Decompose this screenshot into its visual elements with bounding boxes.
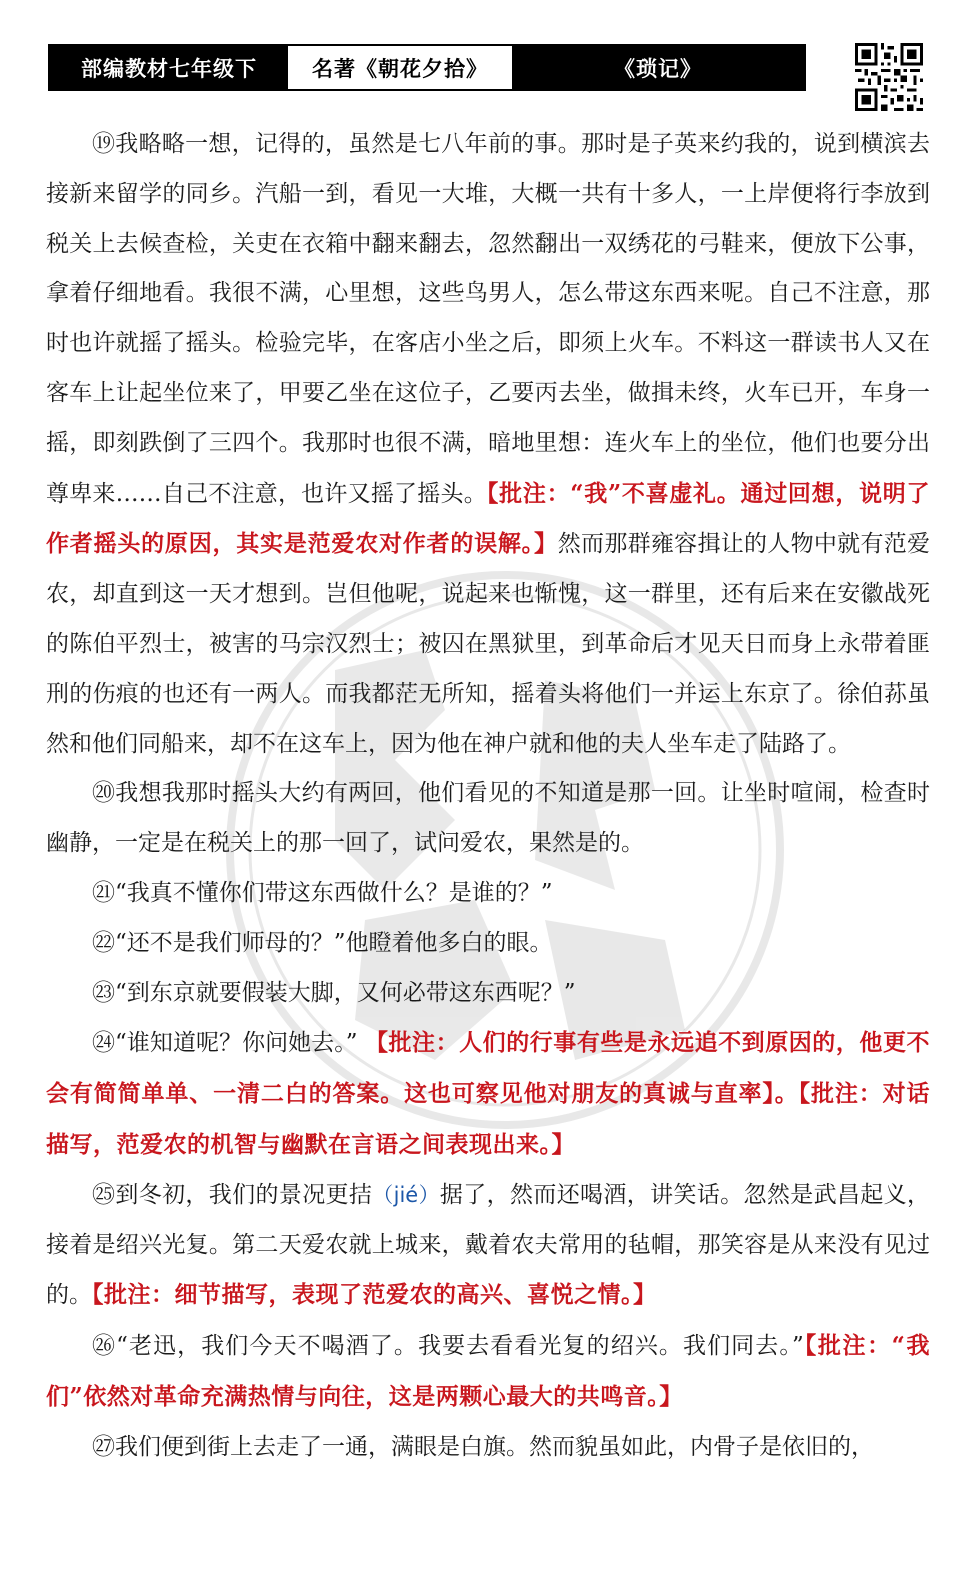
- paragraph-19: [46, 120, 930, 769]
- paragraph-26-text: ㉖“老迅，我们今天不喝酒了。我要去看看光复的绍兴。我们同去。”: [92, 1333, 804, 1360]
- annotation-24-a: 【批注：人们的行事有些是永远追不到原因的，他更不会有简简单单、一清二白的答案。这也可察见他对朋友的真诚与直率】: [46, 1029, 930, 1108]
- annotation-26: 【批注：“我们”依然对革命充满热情与向往，这是两颗心最大的共鸣音。】: [46, 1332, 930, 1410]
- paragraph-25-text-a: ㉕到冬初，我们的景况更: [92, 1181, 349, 1208]
- paragraph-19-text: ⑲我略略一想，记得的，虽然是七八年前的事。那时是子英来约我的，说到横滨去接新来留学的同乡。汽船一到，看见一大堆，大概一共有十多人，一上岸便将行李放到税关上去候查检，关吏在衣箱中翻来翻去，忽然翻出一双绣花的弓鞋来，便放下公事，拿着仔细地看。我很不满，心里想，这些鸟男人，怎么带这东西来呢。自己不注意，那时也许就摇了摇头。检验完毕，在客店小坐之后，即须上火车。不料这一群读书人又在客车上让起坐位来了，甲要乙坐在这位子，乙要丙去坐，做揖未终，火车已开，车身一摇，即刻跌倒了三四个。我那时也很不满，暗地里想：连火车上的坐位，他们也要分出尊卑来……自己不注意，也许又摇了摇头。: [46, 131, 930, 507]
- grade-label: 部编教材七年级下: [81, 56, 257, 81]
- paragraph-21: ㉑“我真不懂你们带这东西做什么？是谁的？”: [92, 879, 553, 906]
- paragraph-22: ㉒“还不是我们师母的？”他瞪着他多白的眼。: [92, 929, 553, 956]
- pinyin-gloss: （jié）: [372, 1182, 440, 1207]
- page-header: [48, 44, 806, 91]
- annotation-25: 【批注：细节描写，表现了范爱农的高兴、喜悦之情。】: [92, 1281, 657, 1309]
- article-body: [46, 120, 930, 1473]
- paragraph-19-text-continued: 然而那群雍容揖让的人物中就有范爱农，却直到这一天才想到。岂但他呢，说起来也惭愧，这一群里，还有后来在安徽战死的陈伯平烈士，被害的马宗汉烈士；被囚在黑狱里，到革命后才见天日而身上永带着匪刑的伤痕的也还有一两人。而我都茫无所知，摇着头将他们一并运上东京了。徐伯荪虽然和他们同船来，却不在这车上，因为他在神户就和他的夫人坐车走了陆路了。: [46, 531, 931, 757]
- paragraph-20: ⑳我想我那时摇头大约有两回，他们看见的不知道是那一回。让坐时喧闹，检查时幽静，一定是在税关上的那一回了，试问爱农，果然是的。: [46, 780, 930, 857]
- paragraph-23: ㉓“到东京就要假装大脚，又何必带这东西呢？”: [92, 979, 576, 1006]
- paragraph-25: [46, 1171, 930, 1321]
- paragraph-25-text-b: 据了，然而还喝酒，讲笑话。忽然是武昌起义，接着是绍兴光复。第二天爱农就上城来，戴着农夫常用的毡帽，那笑容是从来没有见过的。: [46, 1181, 931, 1309]
- paragraph-27: ㉗我们便到街上去走了一通，满眼是白旗。然而貌虽如此，内骨子是依旧的，: [92, 1433, 874, 1460]
- qr-code-icon: [855, 43, 923, 111]
- paragraph-26: [46, 1321, 930, 1423]
- paragraph-24: [46, 1018, 930, 1170]
- book-title: 名著《朝花夕拾》: [288, 46, 512, 89]
- annotation-24-separator: 。: [774, 1080, 799, 1108]
- glossed-word: 拮: [348, 1181, 373, 1208]
- paragraph-24-text: ㉔“谁知道呢？你问她去。”: [92, 1030, 358, 1057]
- annotation-19: 【批注：“我”不喜虚礼。通过回想，说明了作者摇头的原因，其实是范爱农对作者的误解。】: [46, 479, 931, 558]
- annotation-24-b: 【批注：对话描写，范爱农的机智与幽默在言语之间表现出来。】: [46, 1080, 931, 1158]
- chapter-title: 《琐记》: [614, 56, 702, 81]
